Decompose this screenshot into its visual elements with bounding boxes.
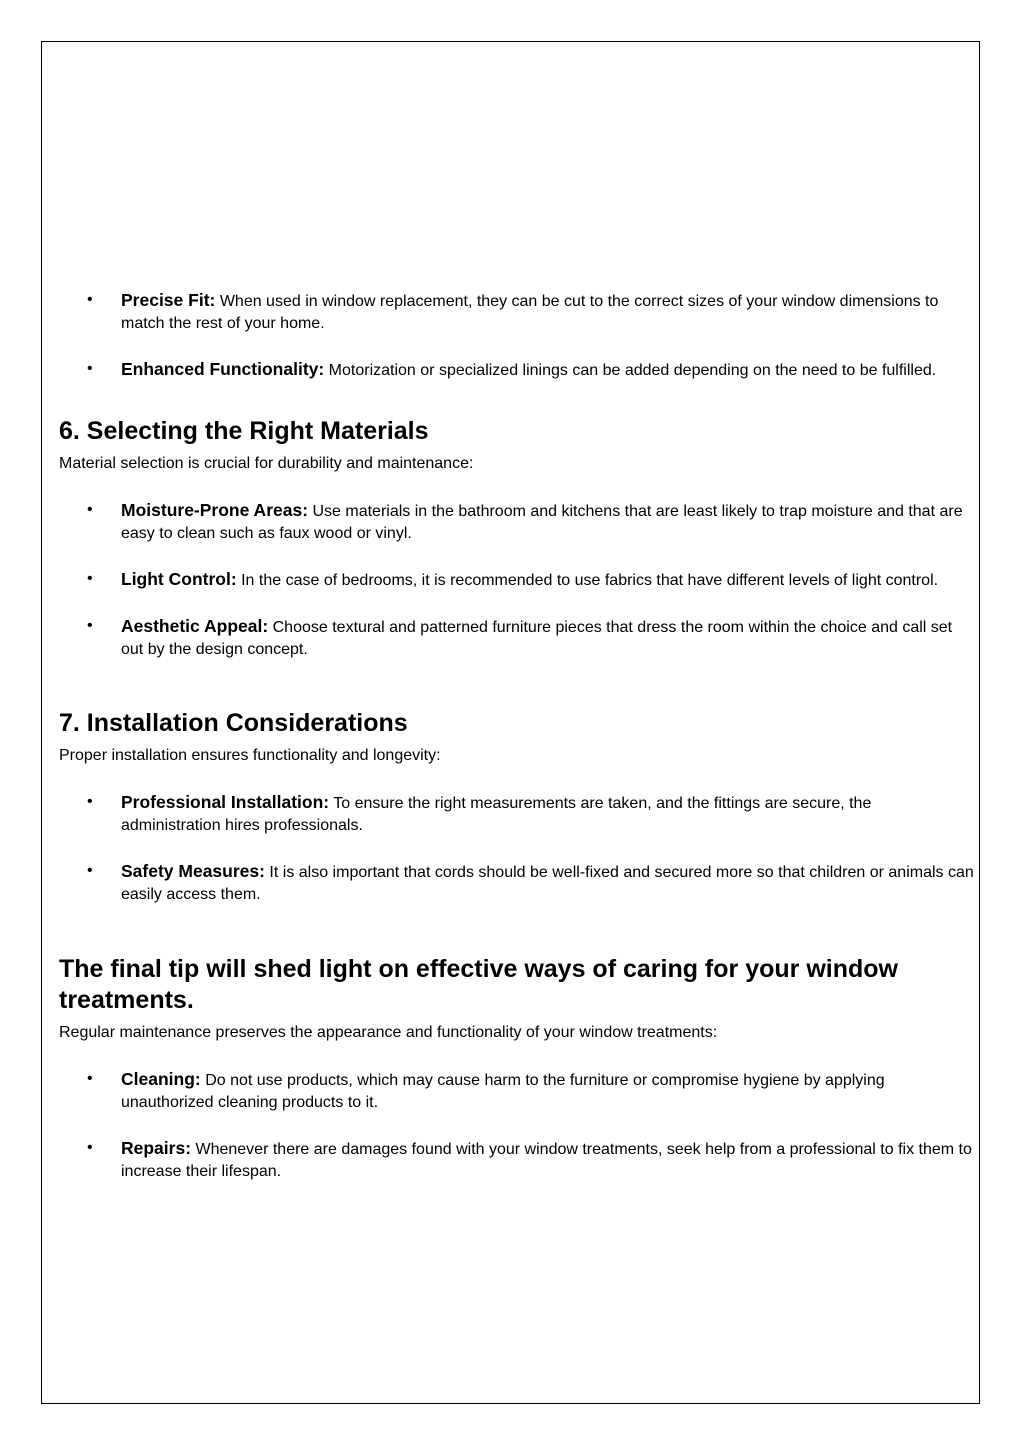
section-materials — [59, 416, 974, 661]
list-item-text: Whenever there are damages found with your window treatments, seek help from a professional to fix them to increase their lifespan. — [121, 1141, 972, 1180]
bullet-icon: • — [87, 501, 93, 518]
intro-bullet-list — [59, 289, 974, 382]
section-intro: Regular maintenance preserves the appearance and functionality of your window treatments: — [59, 1024, 718, 1041]
bullet-icon: • — [87, 291, 93, 308]
bullet-icon: • — [87, 1139, 93, 1156]
bullet-icon: • — [87, 793, 93, 810]
list-item — [59, 1068, 974, 1114]
list-item-term: Cleaning: — [121, 1069, 201, 1089]
section-installation — [59, 708, 974, 906]
list-item — [59, 568, 974, 592]
list-item — [59, 615, 974, 661]
list-item-text: In the case of bedrooms, it is recommended to use fabrics that have different levels of light control. — [241, 572, 939, 589]
list-item-text: Do not use products, which may cause harm to the furniture or compromise hygiene by applying unauthorized cleaning products to it. — [121, 1072, 885, 1111]
section-heading: The final tip will shed light on effective ways of caring for your window treatments. — [59, 955, 898, 1014]
section-heading: 6. Selecting the Right Materials — [59, 417, 429, 445]
list-item-term: Light Control: — [121, 569, 237, 589]
list-item — [59, 358, 974, 382]
list-item-term: Precise Fit: — [121, 290, 216, 310]
list-item-text: Choose textural and patterned furniture pieces that dress the room within the choice and call set out by the design concept. — [121, 619, 953, 658]
section-bullet-list — [59, 499, 974, 661]
list-item-text: To ensure the right measurements are taken, and the fittings are secure, the administration hires professionals. — [121, 795, 872, 834]
section-bullet-list — [59, 1068, 974, 1183]
list-item-term: Professional Installation: — [121, 792, 330, 812]
bullet-icon: • — [87, 862, 93, 879]
bullet-icon: • — [87, 617, 93, 634]
list-item-text: It is also important that cords should be well-fixed and secured more so that children or animals can easily access them. — [121, 864, 974, 903]
bullet-icon: • — [87, 570, 93, 587]
list-item-term: Enhanced Functionality: — [121, 359, 325, 379]
bullet-icon: • — [87, 1070, 93, 1087]
document-body — [59, 289, 974, 1206]
list-item — [59, 289, 974, 335]
list-item-text: Use materials in the bathroom and kitchens that are least likely to trap moisture and that are easy to clean such as faux wood or vinyl. — [121, 503, 963, 542]
list-item — [59, 791, 974, 837]
list-item-term: Repairs: — [121, 1138, 192, 1158]
section-intro: Proper installation ensures functionality and longevity: — [59, 747, 441, 764]
list-item — [59, 499, 974, 545]
bullet-icon: • — [87, 360, 93, 377]
list-item-term: Aesthetic Appeal: — [121, 616, 269, 636]
list-item — [59, 1137, 974, 1183]
section-heading: 7. Installation Considerations — [59, 709, 408, 737]
list-item-term: Safety Measures: — [121, 861, 265, 881]
list-item — [59, 860, 974, 906]
list-item-text: When used in window replacement, they can be cut to the correct sizes of your window dimensions to match the rest of your home. — [121, 293, 939, 332]
section-bullet-list — [59, 791, 974, 906]
section-care — [59, 954, 974, 1183]
list-item-term: Moisture-Prone Areas: — [121, 500, 309, 520]
list-item-text: Motorization or specialized linings can be added depending on the need to be fulfilled. — [328, 362, 937, 379]
section-intro: Material selection is crucial for durability and maintenance: — [59, 455, 474, 472]
